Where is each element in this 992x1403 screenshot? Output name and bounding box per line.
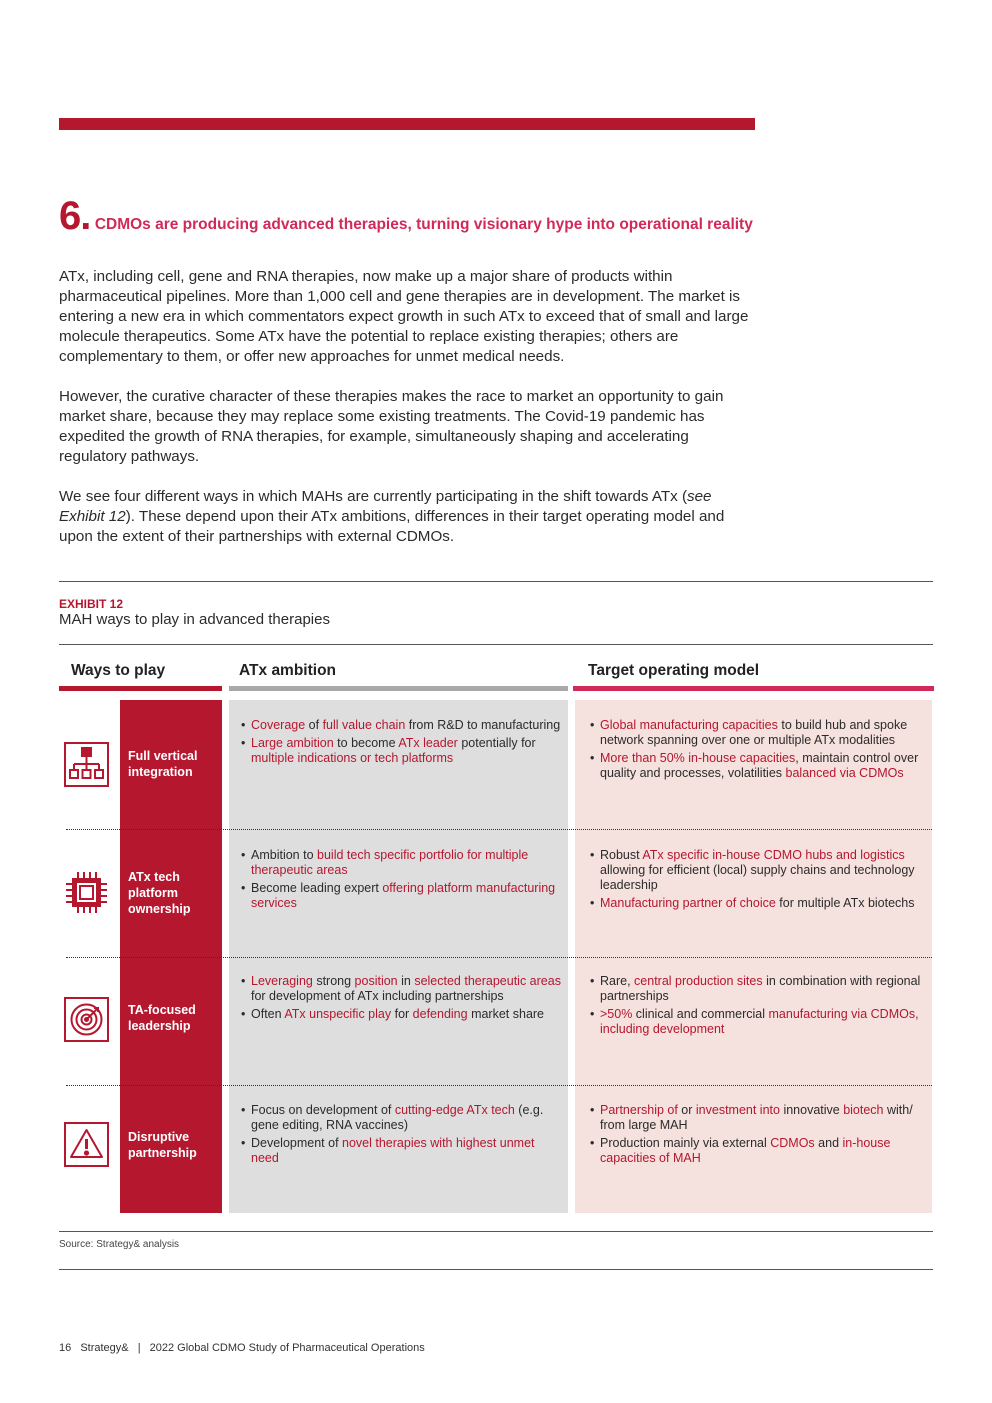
- highlight-text: multiple indications or tech platforms: [251, 751, 454, 765]
- plain-text: Focus on development of: [251, 1103, 395, 1117]
- highlight-text: ATx leader: [398, 736, 458, 750]
- plain-text: Development of: [251, 1136, 343, 1150]
- page-number: 16: [59, 1342, 72, 1354]
- highlight-text: Manufacturing partner of choice: [600, 896, 776, 910]
- highlight-text: investment into: [695, 1103, 780, 1117]
- section-number: 6.: [59, 194, 91, 238]
- bullet-item: [241, 974, 561, 1004]
- plain-text: Rare,: [600, 974, 635, 988]
- plain-text: Become leading expert: [251, 881, 383, 895]
- footer-brand: Strategy&: [80, 1342, 129, 1354]
- bullet-list: [241, 848, 561, 911]
- highlight-text: build tech specific portfolio for multiple therapeutic areas: [251, 848, 529, 877]
- row-label-ta-focused-leadership: TA-focused leadership: [128, 1003, 196, 1033]
- col-bar-ambition: [229, 686, 568, 691]
- source-note: Source: Strategy& analysis: [59, 1239, 180, 1250]
- highlight-text: manufacturing via CDMOs, including development: [600, 1007, 919, 1036]
- page-footer: [59, 1342, 431, 1354]
- plain-text: in combination with regional partnerships: [600, 974, 921, 1003]
- row-label-atx-tech-platform-ownership: ATx tech platform ownership: [128, 870, 191, 916]
- bullet-item: [590, 896, 925, 911]
- plain-text: with/ from large MAH: [600, 1103, 913, 1132]
- highlight-text: Global manufacturing capacities: [600, 718, 778, 732]
- bullet-item: [590, 1007, 925, 1037]
- section-heading: [59, 194, 759, 238]
- bullet-list: [241, 974, 561, 1022]
- col-bar-ways: [59, 686, 222, 691]
- highlight-text: position: [354, 974, 398, 988]
- bullet-item: [241, 718, 561, 733]
- highlight-text: CDMOs: [770, 1136, 815, 1150]
- plain-text: clinical and commercial: [632, 1007, 769, 1021]
- bullet-list: [590, 718, 925, 781]
- model-cell-row-4: [590, 1103, 925, 1169]
- bullet-item: [241, 736, 561, 766]
- bullet-list: [590, 1103, 925, 1166]
- ambition-cell-row-2: [241, 848, 561, 914]
- plain-text: of: [305, 718, 323, 732]
- model-cell-row-1: [590, 718, 925, 784]
- exhibit-top-rule: [59, 581, 933, 582]
- plain-text: Robust: [600, 848, 643, 862]
- warning-icon: [64, 1122, 109, 1167]
- bullet-item: [590, 1136, 925, 1166]
- row-divider: [66, 829, 932, 830]
- target-icon: [64, 997, 109, 1042]
- bullet-item: [241, 848, 561, 878]
- plain-text: strong: [312, 974, 355, 988]
- highlight-text: Leveraging: [251, 974, 313, 988]
- highlight-text: ATx unspecific play: [284, 1007, 392, 1021]
- bullet-item: [241, 881, 561, 911]
- col-head-ambition: ATx ambition: [239, 662, 337, 679]
- chip-icon: [64, 870, 109, 915]
- bullet-item: [590, 1103, 925, 1133]
- hierarchy-icon: [64, 742, 109, 787]
- highlight-text: central production sites: [634, 974, 763, 988]
- row-label-full-vertical-integration: Full vertical integration: [128, 749, 198, 779]
- bullet-item: [590, 718, 925, 748]
- bullet-item: [241, 1103, 561, 1133]
- row-label-disruptive-partnership: Disruptive partnership: [128, 1130, 197, 1160]
- highlight-text: defending: [412, 1007, 468, 1021]
- plain-text: and: [814, 1136, 843, 1150]
- plain-text: Ambition to: [251, 848, 318, 862]
- highlight-text: More than 50% in-house capacities: [600, 751, 796, 765]
- plain-text: for development of ATx including partnerships: [251, 989, 504, 1003]
- bullet-item: [241, 1136, 561, 1166]
- highlight-text: Coverage: [251, 718, 306, 732]
- source-rule: [59, 1269, 933, 1270]
- plain-text: , maintain control over quality and processes, volatilities: [600, 751, 919, 780]
- col-bar-model: [573, 686, 934, 691]
- plain-text: to become: [333, 736, 399, 750]
- plain-text: to build hub and spoke network spanning over one or multiple ATx modalities: [600, 718, 908, 747]
- plain-text: allowing for efficient (local) supply chains and technology leadership: [600, 863, 915, 892]
- col-head-model: Target operating model: [588, 662, 760, 679]
- plain-text: (e.g. gene editing, RNA vaccines): [251, 1103, 544, 1132]
- highlight-text: full value chain: [322, 718, 406, 732]
- bullet-list: [590, 848, 925, 911]
- bullet-list: [241, 1103, 561, 1166]
- plain-text: from R&D to manufacturing: [405, 718, 561, 732]
- plain-text: for multiple ATx biotechs: [775, 896, 915, 910]
- highlight-text: biotech: [843, 1103, 884, 1117]
- footer-separator: |: [137, 1342, 141, 1354]
- bullet-item: [241, 1007, 561, 1022]
- highlight-text: cutting-edge ATx tech: [394, 1103, 515, 1117]
- highlight-text: selected therapeutic areas: [414, 974, 561, 988]
- section-title: CDMOs are producing advanced therapies, turning visionary hype into operational reality: [94, 216, 753, 233]
- bullet-item: [590, 848, 925, 893]
- bullet-item: [590, 751, 925, 781]
- highlight-text: in-house capacities of MAH: [600, 1136, 891, 1165]
- paragraph-3: We see four different ways in which MAHs are currently participating in the shift towards ATx (see Exhibit 12). These depend upon their ATx ambitions, differences in their target operating model and upon the extent of their partnerships with external CDMOs.: [59, 488, 725, 545]
- top-accent-bar: [59, 118, 755, 130]
- footer-title: 2022 Global CDMO Study of Pharmaceutical Operations: [149, 1342, 425, 1354]
- highlight-text: >50%: [600, 1007, 633, 1021]
- ambition-cell-row-3: [241, 974, 561, 1025]
- exhibit-reference[interactable]: see Exhibit 12: [59, 488, 712, 525]
- exhibit-subtitle: MAH ways to play in advanced therapies: [59, 611, 330, 628]
- model-cell-row-3: [590, 974, 925, 1040]
- plain-text: Often: [251, 1007, 285, 1021]
- highlight-text: novel therapies with highest unmet need: [251, 1136, 535, 1165]
- highlight-text: ATx specific in-house CDMO hubs and logistics: [642, 848, 905, 862]
- highlight-text: Large ambition: [251, 736, 334, 750]
- plain-text: innovative: [779, 1103, 844, 1117]
- row-divider: [66, 1085, 932, 1086]
- plain-text: Production mainly via external: [600, 1136, 771, 1150]
- highlight-text: offering platform manufacturing services: [251, 881, 556, 910]
- bullet-list: [590, 974, 925, 1037]
- highlight-text: Partnership of: [600, 1103, 678, 1117]
- body-text: [59, 267, 759, 567]
- paragraph-2: However, the curative character of these therapies makes the race to market an opportunity to gain market share, because they may replace some existing treatments. The Covid-19 pandemic has expedited the growth of RNA therapies, for example, simultaneously shaping and accelerating regulatory pathways.: [59, 388, 724, 465]
- highlight-text: balanced via CDMOs: [785, 766, 904, 780]
- plain-text: potentially for: [457, 736, 536, 750]
- plain-text: market share: [467, 1007, 545, 1021]
- ambition-cell-row-1: [241, 718, 561, 769]
- ambition-cell-row-4: [241, 1103, 561, 1169]
- col-head-ways: Ways to play: [71, 662, 166, 679]
- plain-text: for: [391, 1007, 413, 1021]
- plain-text: in: [397, 974, 415, 988]
- bullet-item: [590, 974, 925, 1004]
- exhibit-bottom-rule: [59, 1231, 933, 1232]
- paragraph-1: ATx, including cell, gene and RNA therapies, now make up a major share of products within pharmaceutical pipelines. More than 1,000 cell and gene therapies are in development. The market is entering a new era in which commentators expect growth in such ATx to exceed that of small and large molecule therapeutics. Some ATx have the potential to replace existing therapies; others are complementary to them, or offer new approaches for unmet medical needs.: [59, 268, 749, 365]
- bullet-list: [241, 718, 561, 766]
- model-cell-row-2: [590, 848, 925, 914]
- exhibit-label: EXHIBIT 12: [59, 597, 124, 611]
- exhibit-header-rule: [59, 644, 933, 645]
- plain-text: or: [677, 1103, 696, 1117]
- row-divider: [66, 957, 932, 958]
